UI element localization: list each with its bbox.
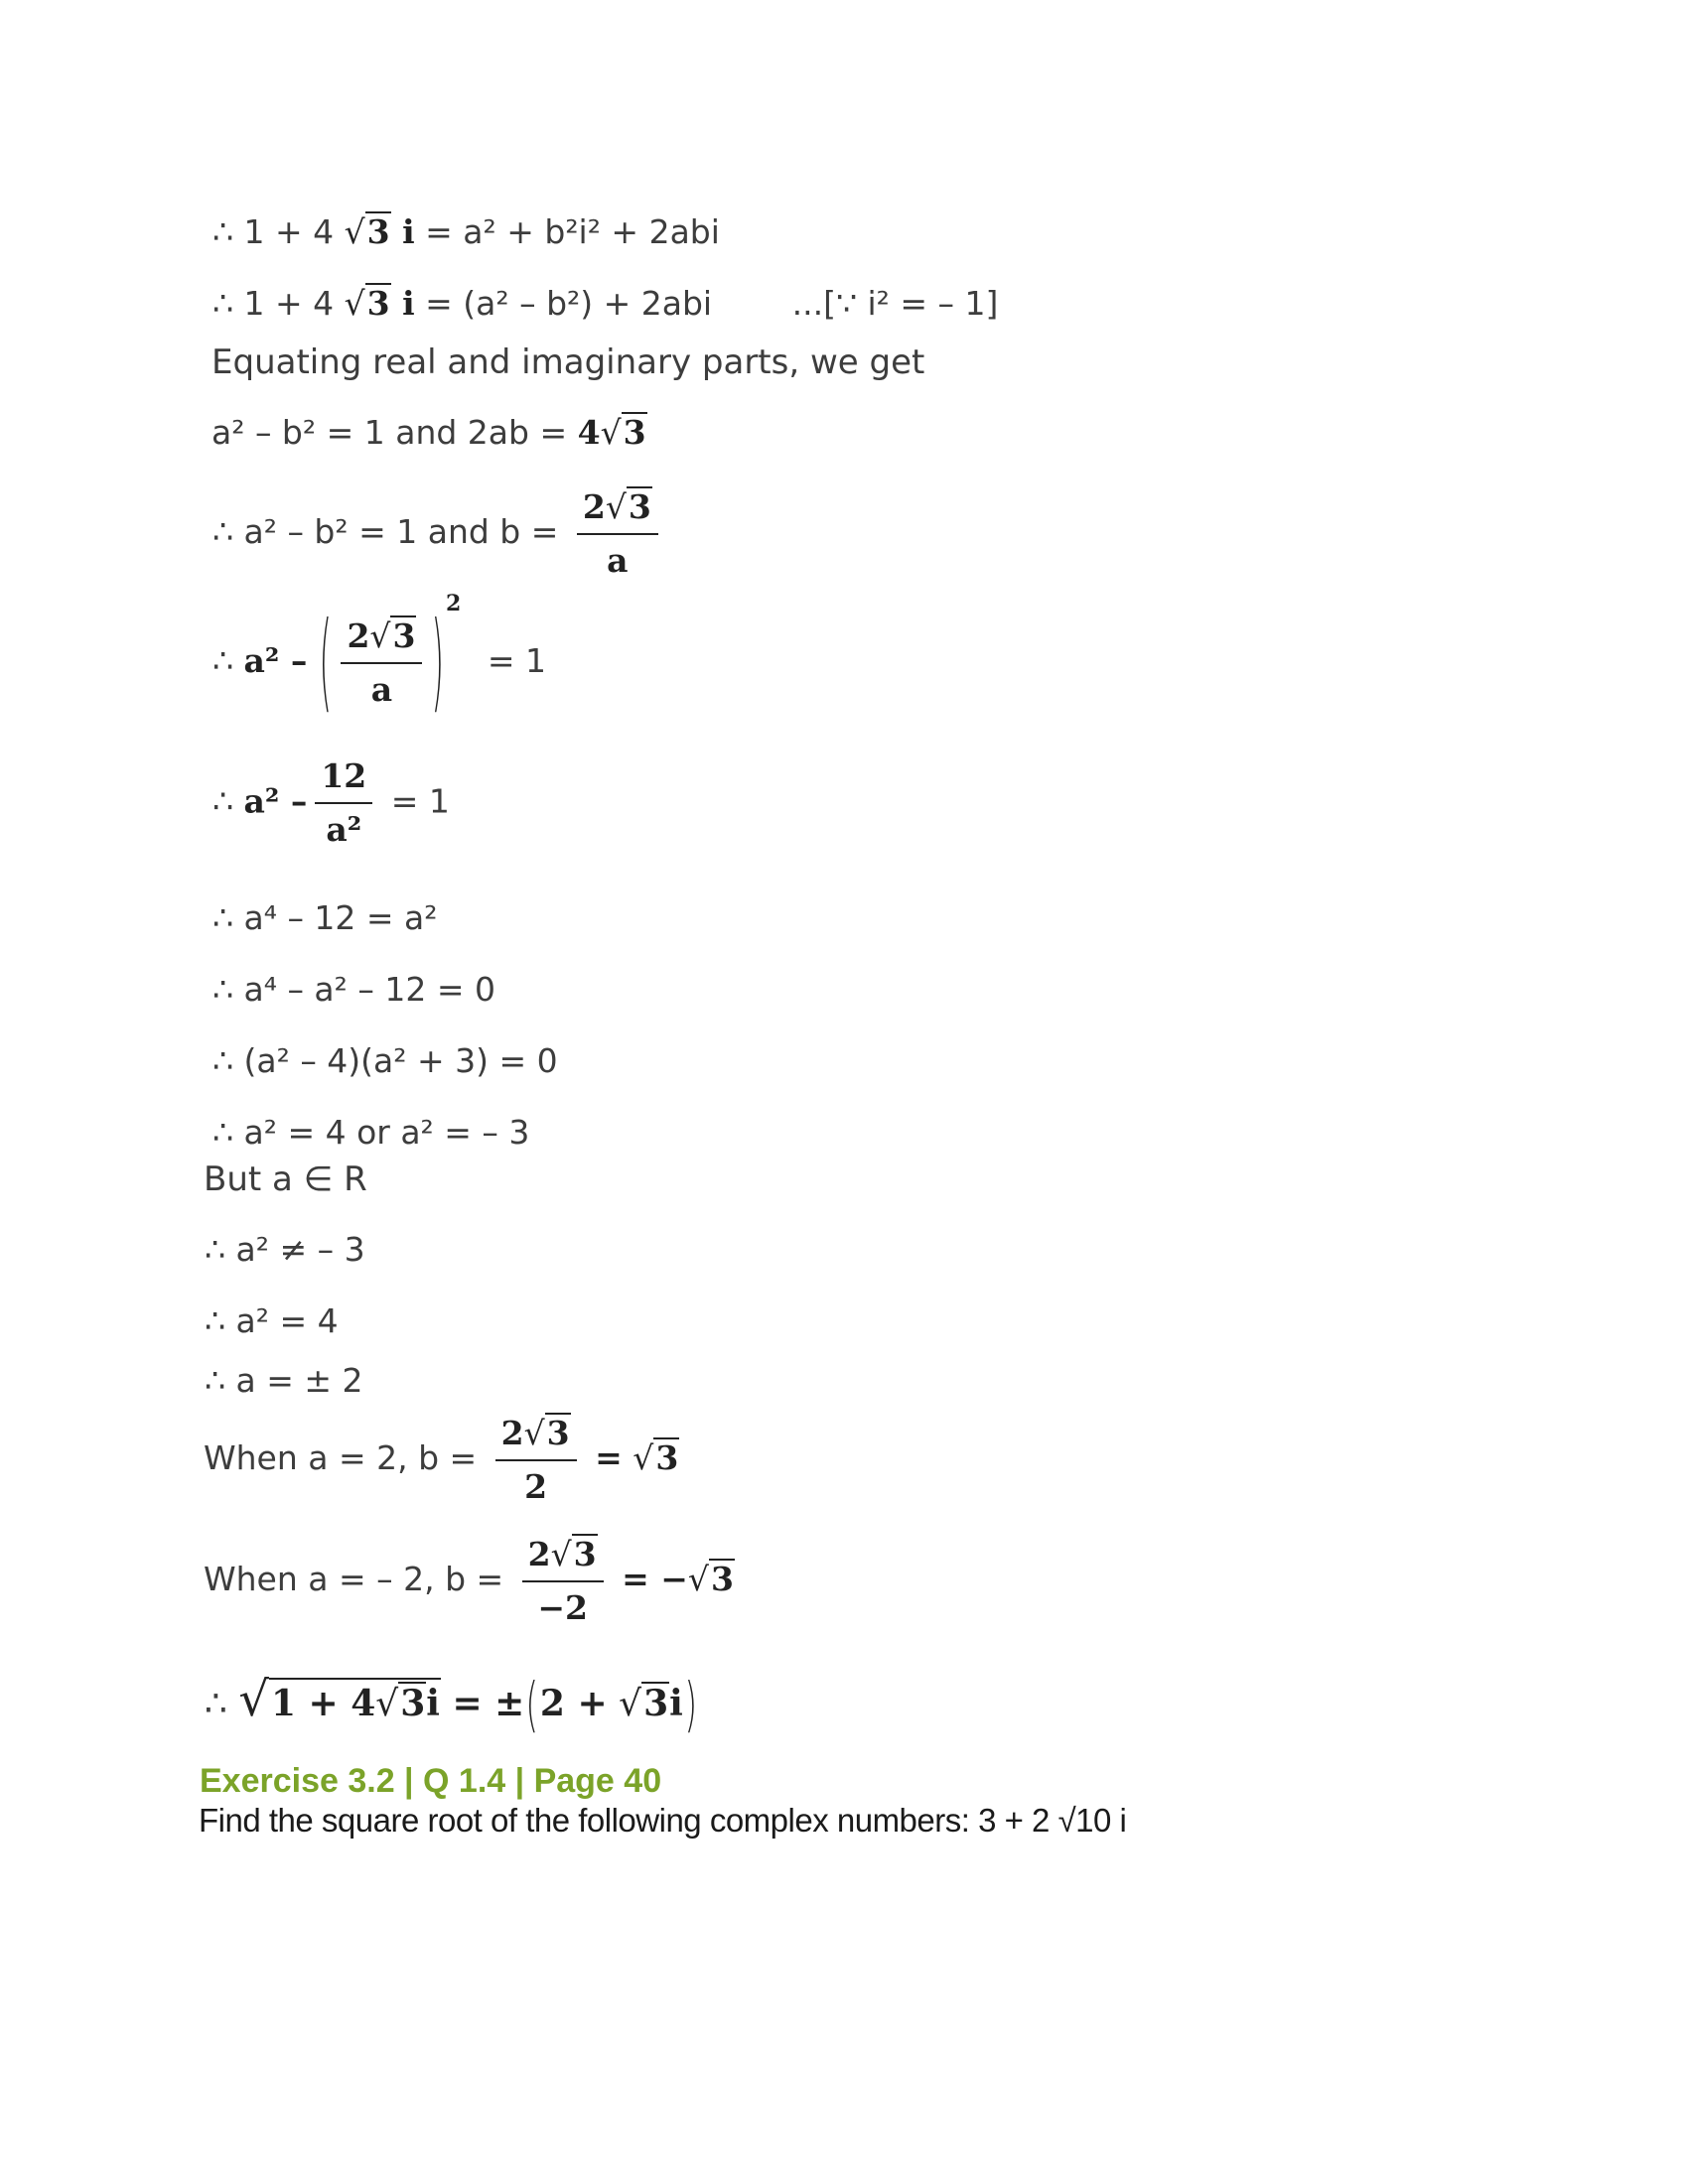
radicand: 3 — [392, 616, 416, 655]
but-statement — [204, 1160, 367, 1199]
statement-text: a² – b² = 1 and 2ab = — [211, 413, 578, 452]
coefficient: 2 — [527, 1535, 551, 1573]
radical: √3 — [344, 284, 390, 323]
fraction-denominator: a² — [315, 802, 372, 850]
radicand: 3 — [643, 1683, 669, 1724]
statement-text: a² = 4 or a² = – 3 — [243, 1113, 530, 1152]
fraction-denominator: a — [341, 662, 422, 710]
equating-text — [211, 342, 924, 382]
statement-text: a = ± 2 — [235, 1361, 363, 1400]
equation-line-2 — [212, 283, 998, 324]
statement-text: a⁴ – a² – 12 = 0 — [243, 970, 495, 1009]
radicand-part: 1 + 4 — [270, 1683, 376, 1724]
left-paren: ( — [319, 601, 332, 725]
therefore-symbol: ∴ — [212, 898, 233, 937]
equation-line-7 — [212, 756, 450, 850]
fraction — [577, 486, 658, 581]
therefore-symbol: ∴ — [205, 1301, 225, 1340]
imaginary-unit: i — [669, 1683, 683, 1724]
right-paren: ) — [684, 1671, 697, 1740]
radicand: 3 — [366, 212, 390, 251]
rhs-text: = (a² – b²) + 2abi — [414, 284, 713, 323]
outer-radical: √1 + 4√3i — [238, 1672, 440, 1727]
fraction — [341, 615, 422, 710]
equation-line-6 — [212, 591, 546, 725]
radical: √3 — [600, 413, 646, 452]
therefore-symbol: ∴ — [212, 512, 233, 551]
radicand: 3 — [655, 1438, 679, 1477]
fraction-denominator: a — [577, 533, 658, 581]
radicand: 3 — [623, 413, 646, 452]
equation-line-17 — [204, 1534, 735, 1628]
outer-radicand: 1 + 4√3i — [269, 1678, 441, 1722]
radicand: 3 — [366, 284, 390, 323]
equation-line-1 — [212, 211, 720, 252]
statement-text: (a² – 4)(a² + 3) = 0 — [243, 1041, 558, 1080]
coefficient: 4 — [577, 413, 601, 452]
radical: √3 — [619, 1683, 669, 1724]
equation-line-16 — [204, 1413, 679, 1507]
imaginary-unit: i — [426, 1683, 440, 1724]
statement-text: a² – b² = 1 and b = — [243, 512, 569, 551]
therefore-symbol: ∴ — [212, 641, 233, 680]
question-text: Find the square root of the following complex numbers: 3 + 2 √10 i — [199, 1802, 1127, 1839]
equation-line-13 — [205, 1230, 365, 1270]
equation-line-5 — [212, 486, 666, 581]
therefore-symbol: ∴ — [212, 284, 233, 323]
coefficient: 2 — [500, 1414, 524, 1452]
therefore-symbol: ∴ — [212, 781, 233, 821]
therefore-symbol: ∴ — [205, 1230, 225, 1269]
final-result-line — [205, 1671, 698, 1740]
paren-content: 2 + — [539, 1683, 608, 1724]
radicand: 3 — [573, 1535, 597, 1573]
justification-note: ...[∵ i² = – 1] — [791, 284, 999, 323]
radical: √3 — [633, 1438, 679, 1477]
therefore-symbol: ∴ — [205, 1684, 227, 1724]
left-paren: ( — [525, 1671, 539, 1740]
fraction-numerator: 2√3 — [347, 616, 416, 655]
lhs-text: 1 + 4 — [243, 284, 345, 323]
equation-line-10 — [212, 1041, 558, 1081]
statement-text: a² ≠ – 3 — [235, 1230, 365, 1269]
fraction-numerator: 12 — [321, 756, 367, 795]
therefore-symbol: ∴ — [212, 970, 233, 1009]
radicand: 3 — [628, 487, 651, 526]
equation-line-8 — [212, 898, 438, 938]
equation-line-4 — [211, 412, 647, 453]
exponent: 2 — [446, 591, 462, 616]
imaginary-unit: i — [390, 212, 415, 251]
radicand: 3 — [710, 1560, 734, 1598]
coefficient: 2 — [347, 616, 370, 655]
statement-text: When a = – 2, b = — [204, 1560, 514, 1598]
equation-line-9 — [212, 970, 495, 1010]
statement-text: a⁴ – 12 = a² — [243, 898, 438, 937]
radicand: 3 — [546, 1414, 570, 1452]
equation-line-15 — [205, 1361, 363, 1401]
lhs-text: a² – — [243, 641, 308, 680]
fraction-numerator: 2√3 — [582, 487, 651, 526]
equals-minus-sign: = − — [622, 1560, 688, 1598]
equation-line-11 — [212, 1113, 529, 1153]
exercise-heading: Exercise 3.2 | Q 1.4 | Page 40 — [200, 1762, 662, 1800]
rhs-text: = 1 — [390, 781, 450, 821]
radical: √3 — [344, 212, 390, 251]
therefore-symbol: ∴ — [212, 1041, 233, 1080]
statement-text: a² = 4 — [235, 1301, 339, 1340]
rhs-text: = 1 — [487, 641, 546, 680]
equation-line-14 — [205, 1301, 339, 1341]
coefficient: 2 — [582, 487, 606, 526]
statement-text: But a ∈ R — [204, 1160, 367, 1199]
fraction — [315, 756, 372, 850]
fraction-numerator: 2√3 — [500, 1414, 570, 1452]
inner-radicand: 3 — [400, 1683, 426, 1724]
radical: √3 — [687, 1560, 734, 1598]
fraction-denominator: 2 — [495, 1459, 577, 1507]
fraction — [495, 1413, 577, 1507]
imaginary-unit: i — [390, 284, 415, 323]
fraction — [522, 1534, 604, 1628]
therefore-symbol: ∴ — [205, 1361, 225, 1400]
plus-minus-sign: = ± — [452, 1683, 525, 1724]
fraction-denominator: −2 — [522, 1580, 604, 1628]
therefore-symbol: ∴ — [212, 1113, 233, 1152]
statement-text: When a = 2, b = — [204, 1438, 488, 1477]
rhs-text: = a² + b²i² + 2abi — [414, 212, 720, 251]
therefore-symbol: ∴ — [212, 212, 233, 251]
lhs-text: a² – — [243, 781, 308, 821]
statement-text: Equating real and imaginary parts, we get — [211, 342, 925, 382]
equals-sign: = — [595, 1438, 623, 1477]
lhs-text: 1 + 4 — [243, 212, 345, 251]
right-paren: ) — [431, 601, 445, 725]
fraction-numerator: 2√3 — [527, 1535, 597, 1573]
